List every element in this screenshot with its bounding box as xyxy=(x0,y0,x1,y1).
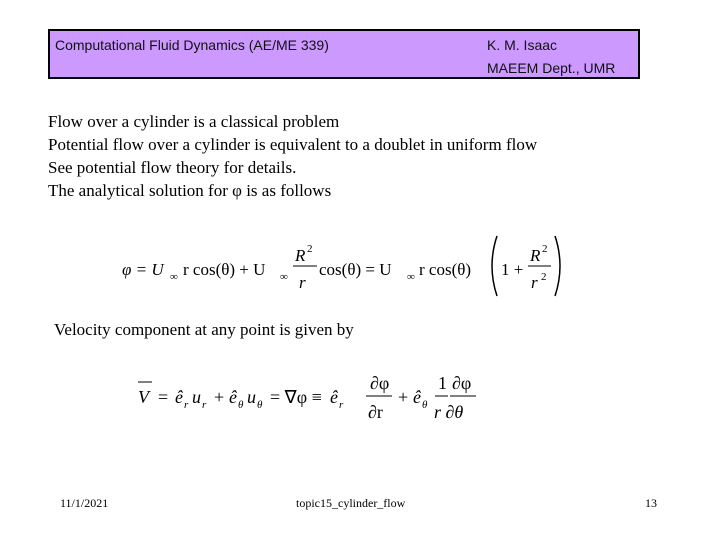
footer-filename: topic15_cylinder_flow xyxy=(296,496,406,510)
eq1-sq-2: 2 xyxy=(542,243,548,255)
eq1-sq-3: 2 xyxy=(541,271,547,283)
eq1-rcos: r cos(θ) + U xyxy=(183,260,266,279)
eq1-r-2: r xyxy=(531,273,538,292)
eq2-er: ê xyxy=(175,387,183,407)
eq2-sub-r-2: r xyxy=(202,399,207,411)
eq2-V: V xyxy=(138,387,149,407)
eq2-etheta-2: ê xyxy=(413,387,421,407)
eq2-r-dtheta: r ∂θ xyxy=(434,402,464,422)
eq1-one-plus: 1 + xyxy=(501,260,524,279)
eq2-u-r: u xyxy=(192,387,201,407)
eq2-sub-theta-2: θ xyxy=(257,399,263,411)
eq2-etheta: ê xyxy=(229,387,237,407)
header-box xyxy=(48,29,640,79)
department-name: MAEEM Dept., UMR xyxy=(487,60,616,76)
eq1-sub-inf-2: ∞ xyxy=(280,271,288,283)
eq1-r: r xyxy=(299,273,306,292)
eq2-sub-r-1: r xyxy=(184,399,189,411)
eq1-left-paren xyxy=(492,236,497,296)
text-line-4 xyxy=(48,179,537,202)
eq1-R: R xyxy=(295,246,306,265)
body-text xyxy=(48,110,537,202)
eq2-sub-theta-1: θ xyxy=(238,399,244,411)
eq1-right-paren xyxy=(555,236,560,296)
author-name: K. M. Isaac xyxy=(487,37,558,53)
footer-page-number: 13 xyxy=(645,496,657,510)
velocity-equation xyxy=(130,365,490,430)
eq2-plus-2: + xyxy=(398,387,409,407)
eq2-dphi-1: ∂φ xyxy=(370,373,390,393)
eq2-nabla: = ∇φ ≡ xyxy=(270,387,322,407)
footer-date: 11/1/2021 xyxy=(60,496,109,510)
eq1-lhs: φ = U xyxy=(122,260,164,279)
eq2-er-2: ê xyxy=(330,387,338,407)
phi-symbol: φ xyxy=(232,181,242,200)
eq2-one: 1 xyxy=(438,373,447,393)
eq2-dr: ∂r xyxy=(368,402,383,422)
velocity-label: Velocity component at any point is given by xyxy=(54,320,354,339)
eq2-sub-theta-3: θ xyxy=(422,399,428,411)
eq1-R-2: R xyxy=(530,246,541,265)
course-title: Computational Fluid Dynamics (AE/ME 339) xyxy=(55,37,329,53)
phi-line-suffix: is as follows xyxy=(241,181,332,200)
eq1-sub-inf-1: ∞ xyxy=(170,271,178,283)
eq2-plus-1: + xyxy=(214,387,225,407)
eq2-dphi-2: ∂φ xyxy=(452,373,472,393)
eq2-u-theta: u xyxy=(247,387,256,407)
eq1-cos-mid: cos(θ) = U xyxy=(319,260,392,279)
text-line-2: Potential flow over a cylinder is equivalent to a doublet in uniform flow xyxy=(48,135,538,154)
eq2-eq: = xyxy=(158,387,169,407)
eq1-sub-inf-3: ∞ xyxy=(407,271,415,283)
text-line-3: See potential flow theory for details. xyxy=(48,158,297,177)
eq1-sq: 2 xyxy=(307,243,313,255)
phi-line-prefix: The analytical solution for xyxy=(48,181,233,200)
eq1-rcos-2: r cos(θ) xyxy=(419,260,472,279)
text-line-1: Flow over a cylinder is a classical problem xyxy=(48,112,340,131)
eq2-sub-r-3: r xyxy=(339,399,344,411)
potential-equation xyxy=(115,228,575,298)
